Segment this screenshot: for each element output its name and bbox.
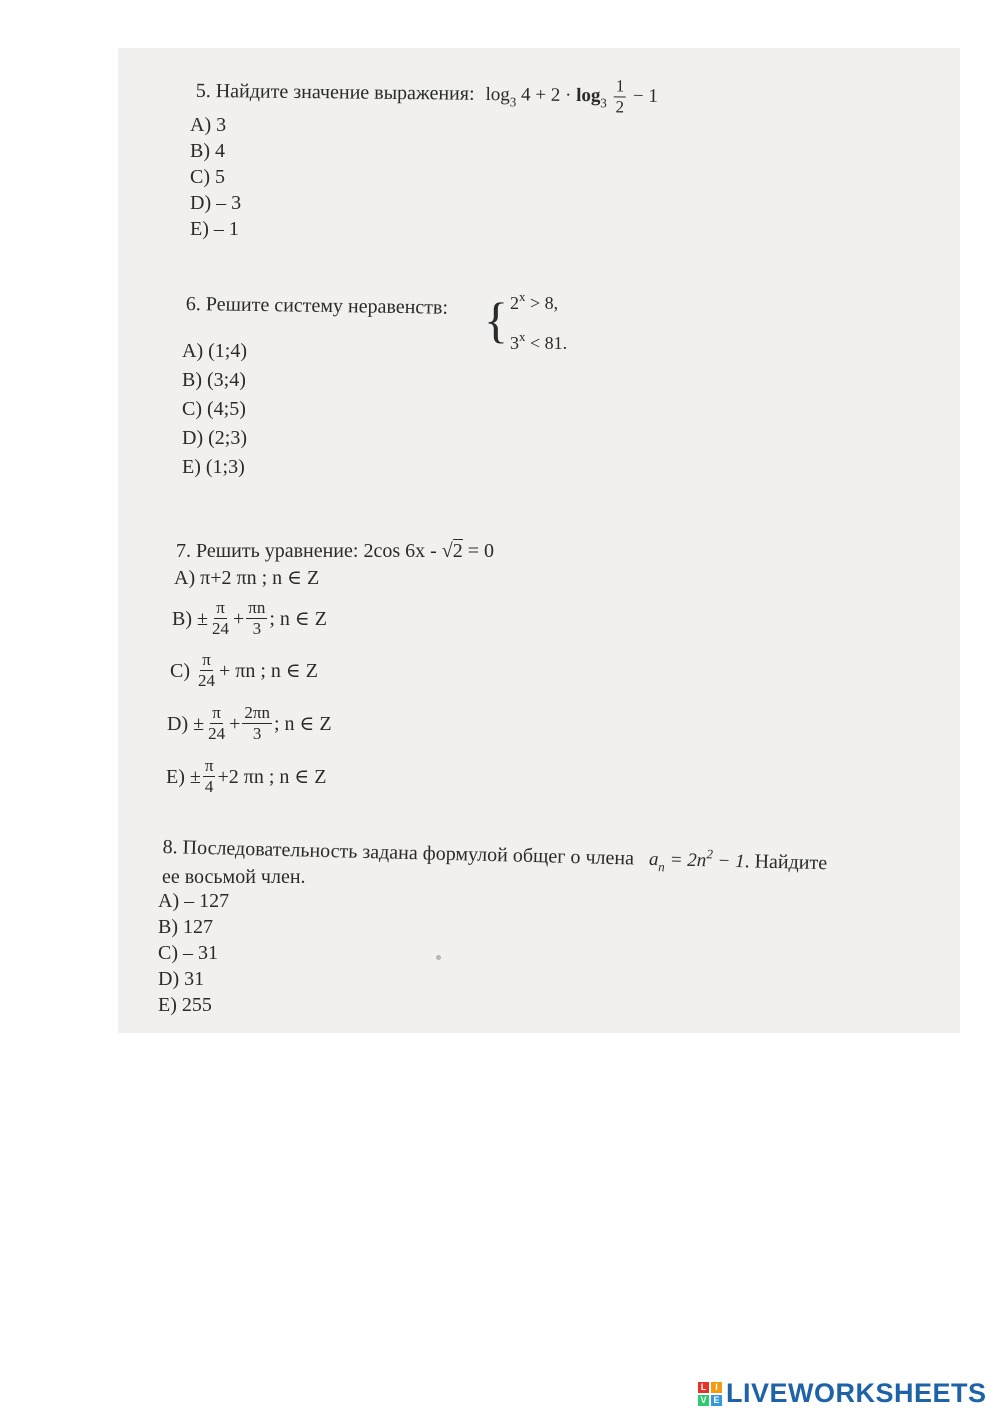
question-5-text: 5. Найдите значение выражения:	[195, 79, 475, 105]
question-8-text: 8. Последовательность задана формулой общег о члена	[162, 835, 635, 870]
option-a[interactable]: A) (1;4)	[182, 340, 247, 362]
option-d[interactable]: D) – 3	[190, 192, 242, 214]
question-7	[176, 540, 494, 563]
fraction: $\frac{\pi n}{3}$	[248, 598, 266, 638]
system-brace: {	[484, 292, 508, 348]
option-d[interactable]: D) (2;3)	[182, 427, 247, 449]
option-c[interactable]: C) $\frac{\pi}{24}$ + πn ; n ∈ Z	[170, 650, 318, 690]
fraction: $\frac{\pi}{24}$	[198, 650, 215, 690]
option-b[interactable]: B) ± $\frac{\pi}{24}$ + $\frac{\pi n}{3}$ ; n ∈ Z	[172, 598, 327, 638]
sqrt-sign: √	[441, 540, 453, 562]
option-a[interactable]: A) π+2 πn ; n ∈ Z	[174, 567, 320, 589]
fraction: $\frac{2\pi n}{3}$	[244, 703, 270, 743]
option-e[interactable]: E) ± $\frac{\pi}{4}$ +2 πn ; n ∈ Z	[166, 756, 327, 796]
question-8-options	[158, 888, 229, 1018]
sequence-formula: $a_n = 2n^2 - 1$	[648, 846, 745, 875]
question-8-text-line2: ее восьмой член.	[162, 866, 306, 888]
option-c[interactable]: C) (4;5)	[182, 398, 246, 420]
option-a[interactable]: A) – 127	[158, 890, 230, 912]
inequality-1: $2^x > 8$,	[510, 289, 559, 313]
option-d[interactable]: D) 31	[158, 968, 205, 990]
question-5	[196, 72, 659, 118]
question-5-options	[190, 112, 241, 242]
fraction: $\frac{\pi}{4}$	[204, 756, 214, 796]
option-e[interactable]: E) – 1	[190, 218, 239, 240]
option-b[interactable]: B) 4	[190, 140, 225, 162]
inequality-system	[484, 280, 567, 360]
option-c[interactable]: C) – 31	[158, 942, 218, 964]
scan-speck	[436, 955, 441, 960]
fraction: $\frac{\pi}{24}$	[211, 598, 229, 638]
fraction: $\frac{1}{2}$	[615, 76, 625, 117]
question-8-text-end: . Найдите	[744, 850, 828, 875]
equation-tail: = 0	[462, 540, 495, 562]
option-b[interactable]: B) 127	[158, 916, 213, 938]
option-c[interactable]: C) 5	[190, 166, 225, 188]
logo-text: LIVEWORKSHEETS	[726, 1378, 987, 1408]
option-b[interactable]: B) (3;4)	[182, 369, 246, 391]
question-6-text: 6. Решите систему неравенств:	[185, 293, 449, 319]
fraction: $\frac{\pi}{24}$	[208, 703, 226, 743]
option-e[interactable]: E) 255	[158, 994, 212, 1016]
option-e[interactable]: E) (1;3)	[182, 456, 245, 478]
liveworksheets-logo[interactable]	[698, 1378, 987, 1409]
question-5-expression: $\log_3 4 + 2 \cdot \log_3$ $\frac{1}{2}$ − 1	[485, 76, 658, 117]
inequality-2: $3^x < 81$.	[510, 329, 568, 353]
option-a[interactable]: A) 3	[190, 114, 227, 136]
question-7-text: 7. Решить уравнение: 2cos 6x -	[176, 540, 437, 562]
question-6-options	[182, 337, 247, 482]
logo-grid-icon: L I V E	[698, 1382, 722, 1406]
option-d[interactable]: D) ± $\frac{\pi}{24}$ + $\frac{2\pi n}{3}$ ; n ∈ Z	[167, 703, 332, 743]
sqrt-argument: 2	[452, 540, 463, 562]
